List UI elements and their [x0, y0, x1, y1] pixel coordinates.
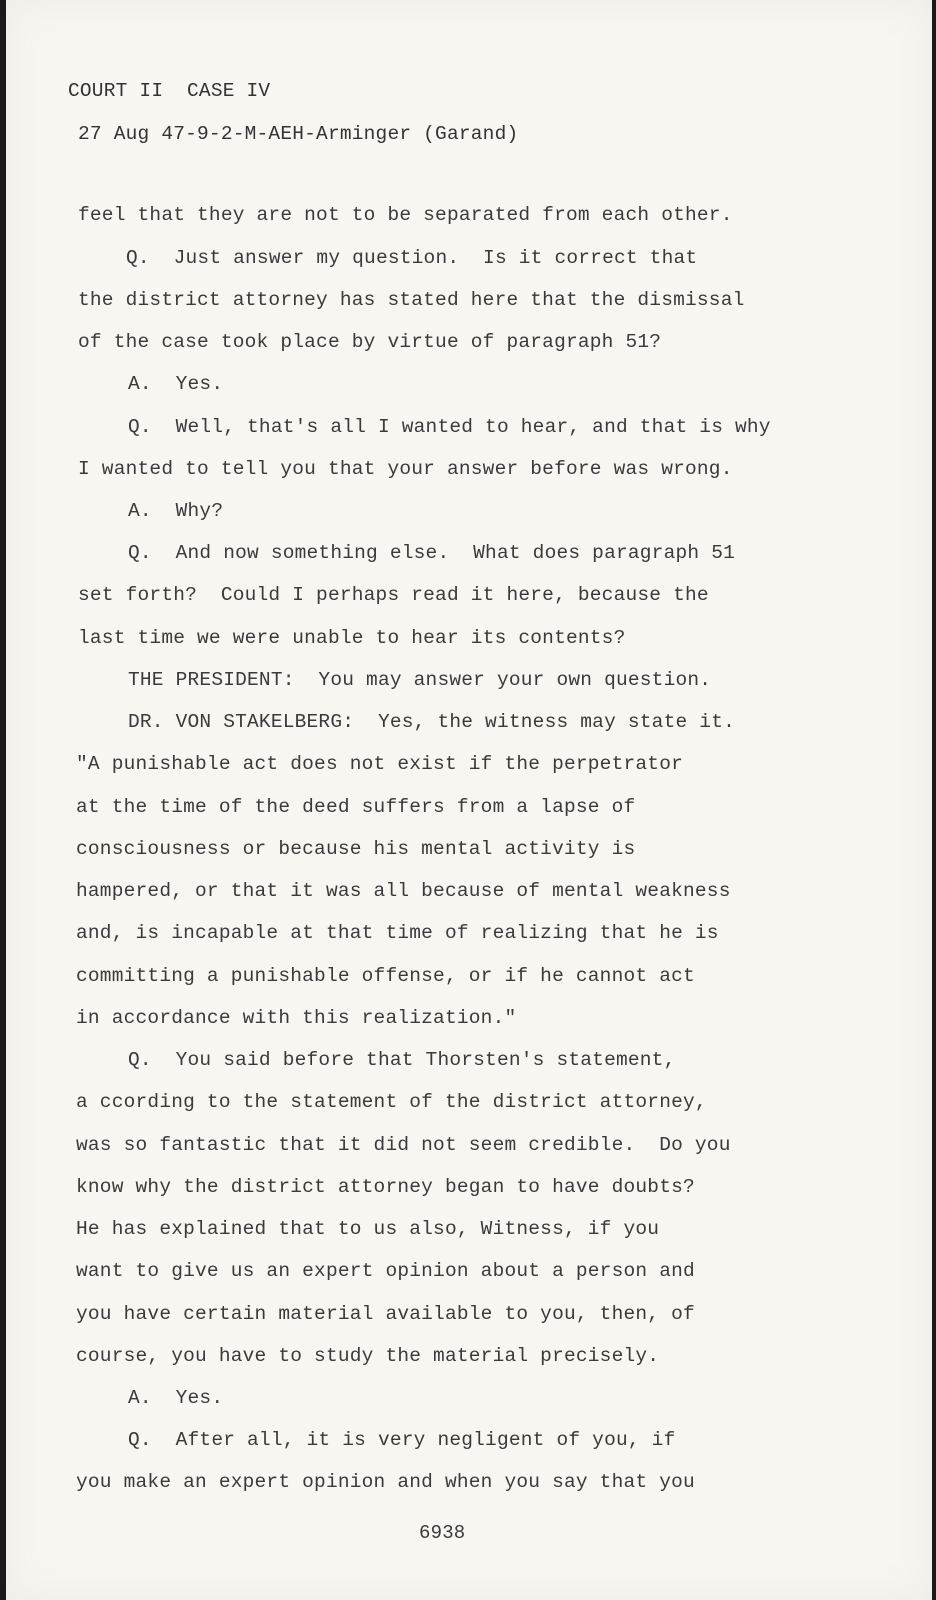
transcript-line: in accordance with this realization."	[76, 1007, 517, 1029]
transcript-line: DR. VON STAKELBERG: Yes, the witness may state it.	[128, 711, 735, 733]
transcript-line: I wanted to tell you that your answer before was wrong.	[78, 458, 733, 480]
transcript-line: want to give us an expert opinion about a person and	[76, 1260, 695, 1282]
transcript-line: you have certain material available to you, then, of	[76, 1303, 695, 1325]
session-header: 27 Aug 47-9-2-M-AEH-Arminger (Garand)	[78, 123, 519, 145]
transcript-line: you make an expert opinion and when you say that you	[76, 1471, 695, 1493]
transcript-line: was so fantastic that it did not seem credible. Do you	[76, 1134, 731, 1156]
transcript-line: at the time of the deed suffers from a lapse of	[76, 796, 636, 818]
transcript-line: Q. Just answer my question. Is it correct that	[126, 247, 698, 269]
page-number: 6938	[419, 1522, 466, 1544]
transcript-line: hampered, or that it was all because of mental weakness	[76, 880, 731, 902]
transcript-line: of the case took place by virtue of paragraph 51?	[78, 331, 662, 353]
court-case-header: COURT II CASE IV	[68, 80, 271, 102]
transcript-line: a ccording to the statement of the district attorney,	[76, 1091, 707, 1113]
transcript-line: He has explained that to us also, Witness, if you	[76, 1218, 660, 1240]
transcript-line: know why the district attorney began to have doubts?	[76, 1176, 695, 1198]
transcript-line: and, is incapable at that time of realizing that he is	[76, 922, 719, 944]
transcript-line: the district attorney has stated here that the dismissal	[78, 289, 745, 311]
transcript-line: committing a punishable offense, or if he cannot act	[76, 965, 695, 987]
transcript-line: Q. Well, that's all I wanted to hear, and that is why	[128, 416, 771, 438]
transcript-line: Q. You said before that Thorsten's statement,	[128, 1049, 676, 1071]
transcript-line: feel that they are not to be separated from each other.	[78, 204, 733, 226]
transcript-line: consciousness or because his mental activity is	[76, 838, 636, 860]
transcript-line: "A punishable act does not exist if the perpetrator	[76, 753, 683, 775]
transcript-page	[6, 0, 932, 1600]
transcript-line: A. Yes.	[128, 373, 224, 395]
transcript-line: Q. After all, it is very negligent of you, if	[128, 1429, 676, 1451]
transcript-line: Q. And now something else. What does paragraph 51	[128, 542, 735, 564]
transcript-line: A. Yes.	[128, 1387, 224, 1409]
transcript-line: THE PRESIDENT: You may answer your own question.	[128, 669, 712, 691]
transcript-line: course, you have to study the material precisely.	[76, 1345, 660, 1367]
transcript-line: A. Why?	[128, 500, 224, 522]
transcript-line: last time we were unable to hear its contents?	[78, 627, 626, 649]
transcript-line: set forth? Could I perhaps read it here, because the	[78, 584, 709, 606]
